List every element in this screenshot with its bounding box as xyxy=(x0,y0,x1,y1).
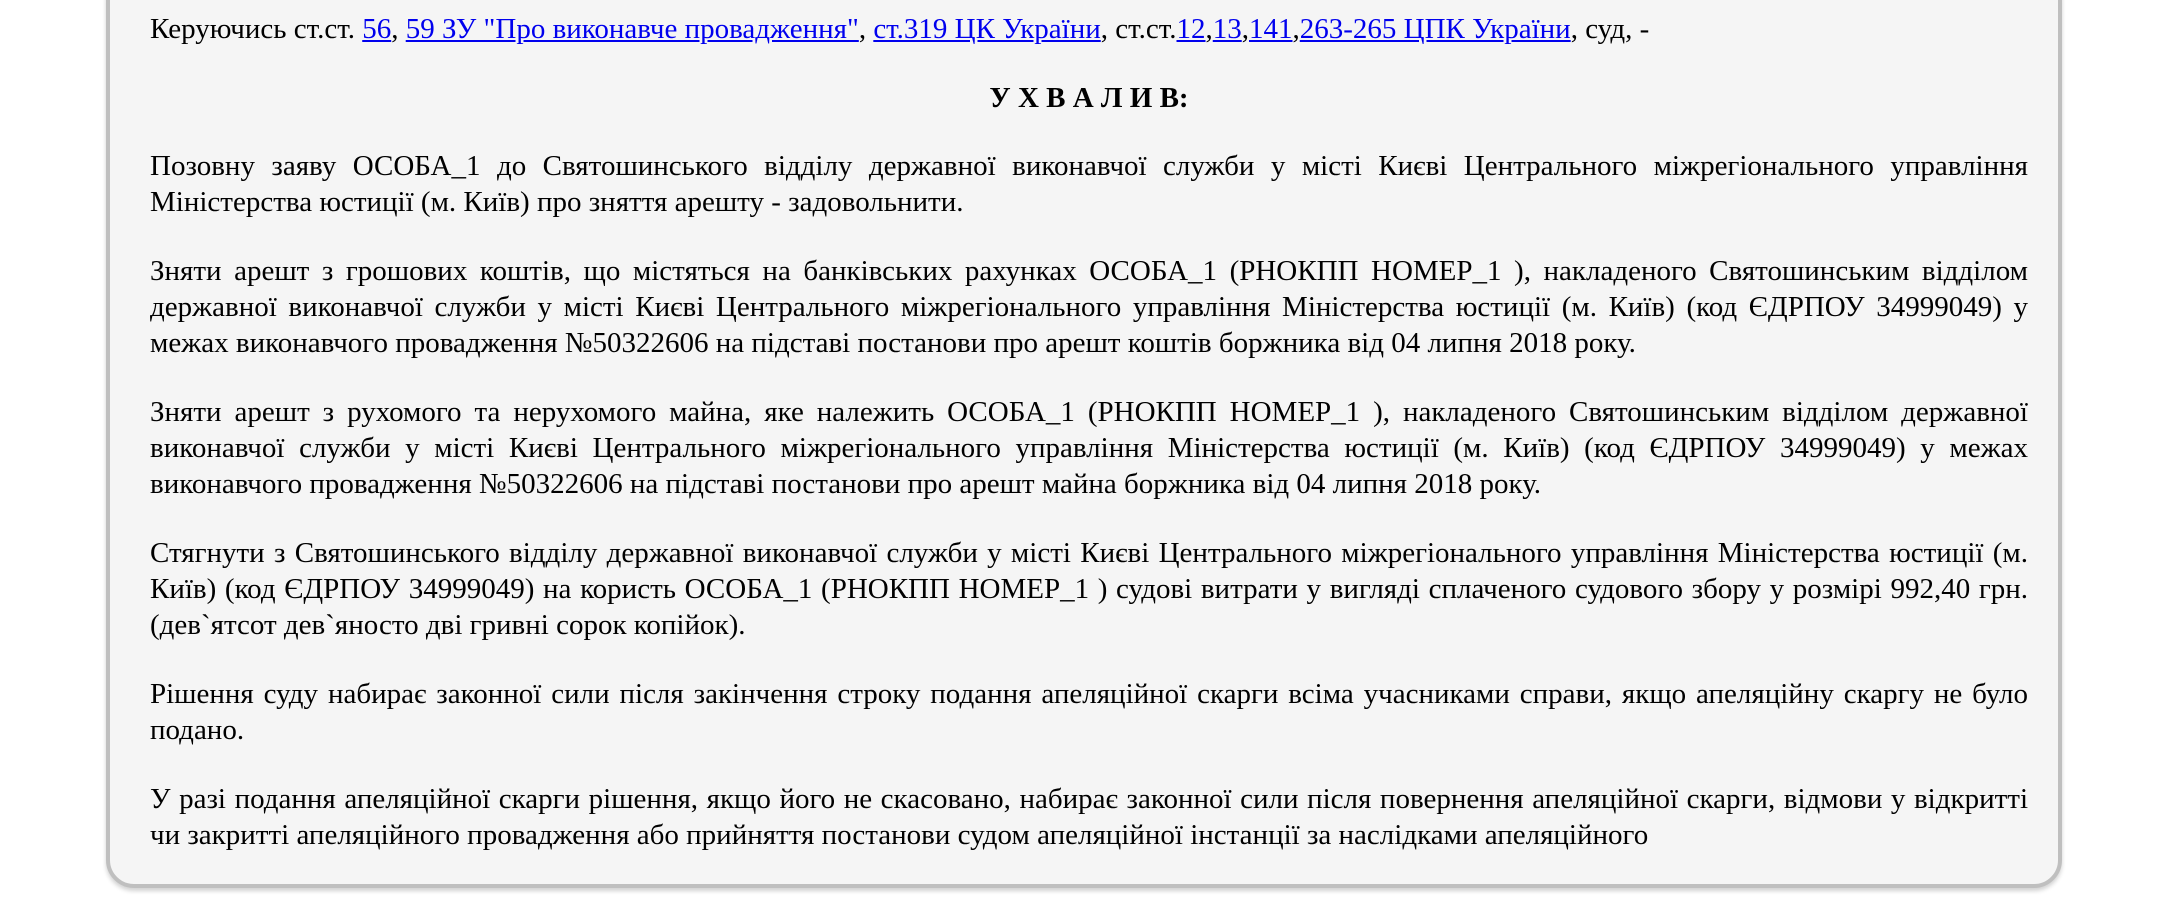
link-article-12[interactable]: 12 xyxy=(1176,13,1206,45)
document-frame xyxy=(106,0,2062,888)
intro-mid: , ст.ст. xyxy=(1100,13,1177,45)
document-content xyxy=(150,11,2028,886)
intro-separator: , xyxy=(1205,13,1213,45)
link-civil-procedure-263-265[interactable]: 263-265 ЦПК України xyxy=(1299,13,1571,45)
link-article-141[interactable]: 141 xyxy=(1249,13,1293,45)
ruling-paragraph-2: Зняти арешт з грошових коштів, що містяться на банківських рахунках ОСОБА_1 (РНОКПП НОМЕР_1 ), накладеного Святошинським відділом державної виконавчої служби у місті Києві Центрального міжрегіонального управління Міністерства юстиції (м. Київ) (код ЄДРПОУ 34999049) у межах виконавчого провадження №50322606 на підставі постанови про арешт коштів боржника від 04 липня 2018 року. xyxy=(150,255,2028,359)
intro-separator: , xyxy=(1292,13,1300,45)
ruling-paragraph-1: Позовну заяву ОСОБА_1 до Святошинського відділу державної виконавчої служби у місті Києві Центрального міжрегіонального управління Міністерства юстиції (м. Київ) про зняття арешту - задовольнити. xyxy=(150,150,2028,218)
intro-separator: , xyxy=(391,13,406,45)
link-civil-code-319[interactable]: ст.319 ЦК України xyxy=(873,13,1101,45)
ruling-paragraph-3: Зняти арешт з рухомого та нерухомого майна, яке належить ОСОБА_1 (РНОКПП НОМЕР_1 ), накладеного Святошинським відділом державної виконавчої служби у місті Києві Центрального міжрегіонального управління Міністерства юстиції (м. Київ) (код ЄДРПОУ 34999049) у межах виконавчого провадження №50322606 на підставі постанови про арешт майна боржника від 04 липня 2018 року. xyxy=(150,396,2028,500)
link-article-56[interactable]: 56 xyxy=(362,13,392,45)
ruling-paragraph-5: Рішення суду набирає законної сили після закінчення строку подання апеляційної скарги всіма учасниками справи, якщо апеляційну скаргу не було подано. xyxy=(150,678,2028,746)
link-article-59-enforcement-law[interactable]: 59 ЗУ "Про виконавче провадження" xyxy=(405,13,859,45)
link-article-13[interactable]: 13 xyxy=(1212,13,1242,45)
ruling-paragraph-6: У разі подання апеляційної скарги рішення, якщо його не скасовано, набирає законної сили після повернення апеляційної скарги, відмови у відкритті чи закритті апеляційного провадження або прийняття постанови судом апеляційної інстанції за наслідками апеляційного xyxy=(150,783,2028,851)
ruling-paragraph-4: Стягнути з Святошинського відділу державної виконавчої служби у місті Києві Центрального міжрегіонального управління Міністерства юстиції (м. Київ) (код ЄДРПОУ 34999049) на користь ОСОБА_1 (РНОКПП НОМЕР_1 ) судові витрати у вигляді сплаченого судового збору у розмірі 992,40 грн. (дев`ятсот дев`яносто дві гривні сорок копійок). xyxy=(150,537,2028,641)
intro-separator: , xyxy=(1241,13,1249,45)
intro-suffix: , суд, - xyxy=(1570,13,1650,45)
ruling-heading: У Х В А Л И В: xyxy=(989,82,1189,114)
intro-paragraph xyxy=(150,11,2028,47)
intro-separator: , xyxy=(858,13,874,45)
intro-prefix: Керуючись ст.ст. xyxy=(150,13,363,45)
